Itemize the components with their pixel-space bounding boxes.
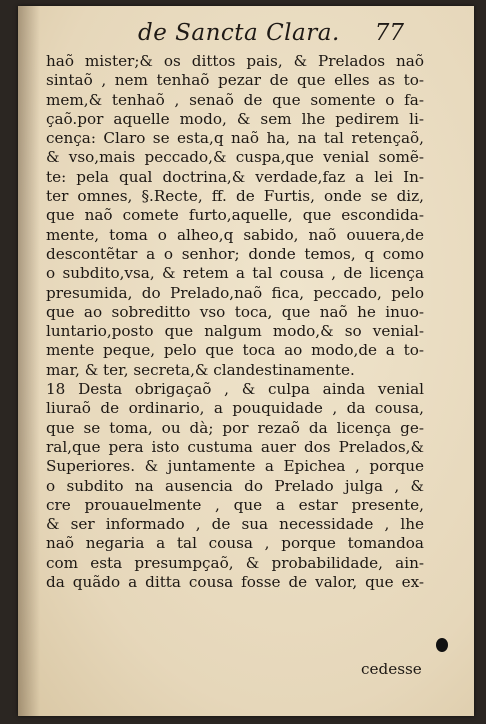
text-line: Superiores. & juntamente a Epichea , porque (46, 457, 424, 476)
text-line: ter omnes, §.Recte, ff. de Furtis, onde se diz, (46, 187, 424, 206)
text-line: que naõ comete furto,aquelle, que escondida- (46, 206, 424, 225)
text-line: mente peque, pelo que toca ao modo,de a to- (46, 341, 424, 360)
text-line: te: pela qual doctrina,& verdade,faz a lei In- (46, 167, 424, 186)
text-line: & ser informado , de sua necessidade , lhe (46, 515, 424, 534)
text-line: çaõ.por aquelle modo, & sem lhe pedirem li- (46, 109, 424, 128)
text-line: cença: Claro se esta,q naõ ha, na tal retençaõ, (46, 129, 424, 148)
text-line: ral,que pera isto custuma auer dos Prelados,& (46, 437, 424, 456)
page-gutter-shadow (18, 6, 40, 716)
text-line: com esta presumpçaõ, & probabilidade, ain- (46, 553, 424, 572)
text-line: descontẽtar a o senhor; donde temos, q como (46, 244, 424, 263)
text-line: o subdito,vsa, & retem a tal cousa , de licença (46, 264, 424, 283)
ink-blot-mark (436, 638, 448, 652)
text-line: da quãdo a ditta cousa fosse de valor, que ex- (46, 573, 424, 592)
text-line: mar, & ter, secreta,& clandestinamente. (46, 360, 355, 379)
text-line: luntario,posto que nalgum modo,& so venial- (46, 322, 424, 341)
running-title: de Sancta Clara. (138, 20, 340, 46)
text-line: cre prouauelmente , que a estar presente, (46, 495, 424, 514)
book-page (18, 6, 474, 716)
text-line: liuraõ de ordinario, a pouquidade , da cousa, (46, 399, 424, 418)
text-line: mem,& tenhaõ , senaõ de que somente o fa- (46, 90, 424, 109)
page-number: 77 (374, 20, 404, 46)
text-line: naõ negaria a tal cousa , porque tomandoa (46, 534, 424, 553)
text-line: presumida, do Prelado,naõ fica, peccado, pelo (46, 283, 424, 302)
text-line: o subdito na ausencia do Prelado julga , & (46, 476, 424, 495)
text-line: & vso,mais peccado,& cuspa,que venial somẽ- (46, 148, 424, 167)
text-line: que se toma, ou dà; por rezaõ da licença ge- (46, 418, 424, 437)
text-line: 18 Desta obrigaçaõ , & culpa ainda venial (46, 380, 424, 399)
text-line: sintaõ , nem tenhaõ pezar de que elles as to- (46, 71, 424, 90)
text-line: haõ mister;& os dittos pais, & Prelados naõ (46, 52, 424, 70)
text-line: que ao sobreditto vso toca, que naõ he inuo- (46, 302, 424, 321)
catchword: cedesse (361, 660, 422, 678)
body-text (46, 52, 424, 592)
text-line: mente, toma o alheo,q sabido, naõ ouuera,de (46, 225, 424, 244)
